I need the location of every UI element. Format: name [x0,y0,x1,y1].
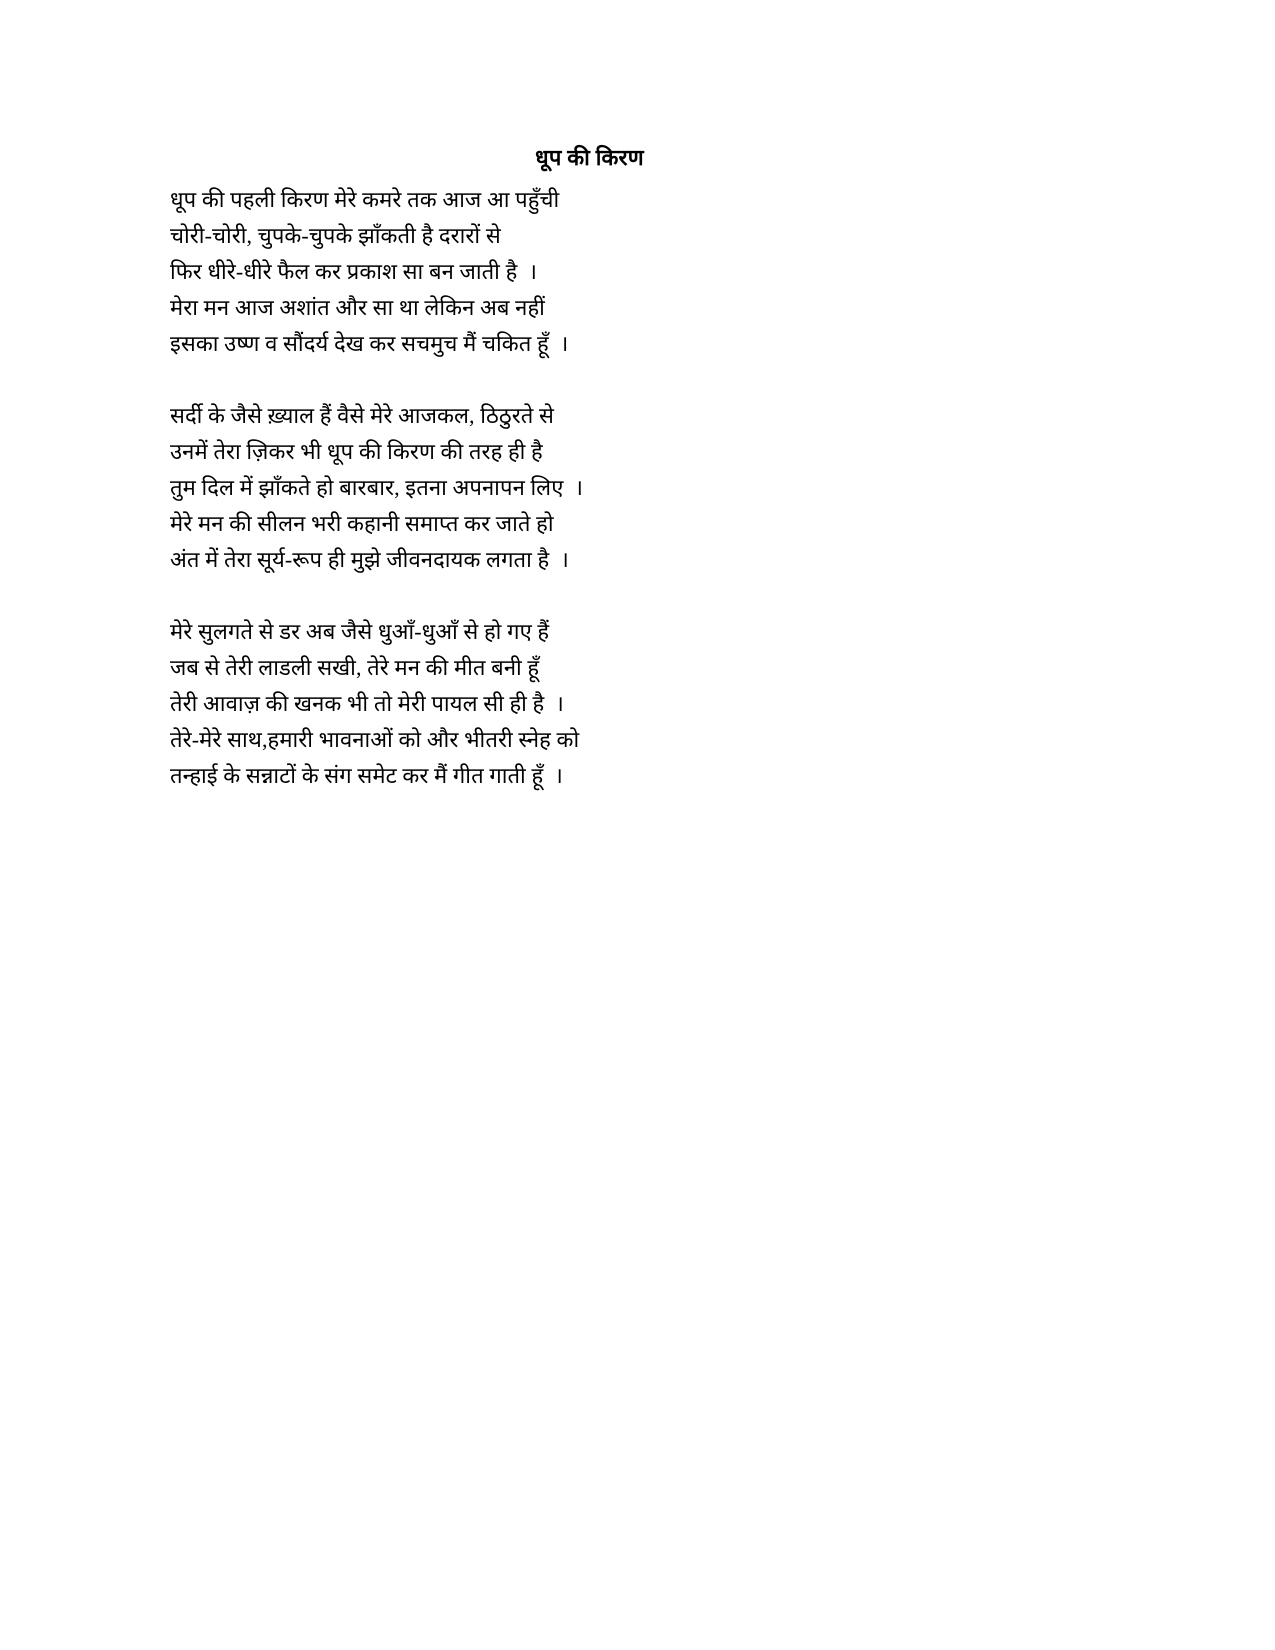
poem-body [170,182,950,830]
poem-line: मेरा मन आज अशांत और सा था लेकिन अब नहीं [170,295,545,320]
poem-line: मेरे मन की सीलन भरी कहानी समाप्त कर जाते हो [170,511,554,536]
page-title: धूप की किरण [535,145,644,170]
poem-line: अंत में तेरा सूर्य-रूप ही मुझे जीवनदायक लगता है । [170,547,569,572]
poem-line: उनमें तेरा ज़िकर भी धूप की किरण की तरह ही है [170,439,543,464]
poem-line: तेरे-मेरे साथ,हमारी भावनाओं को और भीतरी स्नेह को [170,727,580,752]
poem-line: इसका उष्ण व सौंदर्य देख कर सचमुच मैं चकित हूँ । [170,331,569,356]
poem-line: तुम दिल में झाँकते हो बारबार, इतना अपनापन लिए । [170,475,584,500]
stanza [170,182,950,362]
poem-line: तन्हाई के सन्नाटों के संग समेट कर मैं गीत गाती हूँ । [170,763,563,788]
poem-line: फिर धीरे-धीरे फैल कर प्रकाश सा बन जाती है । [170,259,538,284]
poem-line: चोरी-चोरी, चुपके-चुपके झाँकती है दरारों से [170,223,501,248]
poem-line: मेरे सुलगते से डर अब जैसे धुआँ-धुआँ से हो गए हैं [170,619,550,644]
poem-line: सर्दी के जैसे ख़्याल हैं वैसे मेरे आजकल, ठिठुरते से [170,403,555,428]
poem-line: जब से तेरी लाडली सखी, तेरे मन की मीत बनी हूँ [170,655,540,680]
stanza [170,398,950,578]
poem-line: तेरी आवाज़ की खनक भी तो मेरी पायल सी ही है । [170,691,564,716]
stanza [170,614,950,794]
poem-line: धूप की पहली किरण मेरे कमरे तक आज आ पहुँची [170,187,560,212]
